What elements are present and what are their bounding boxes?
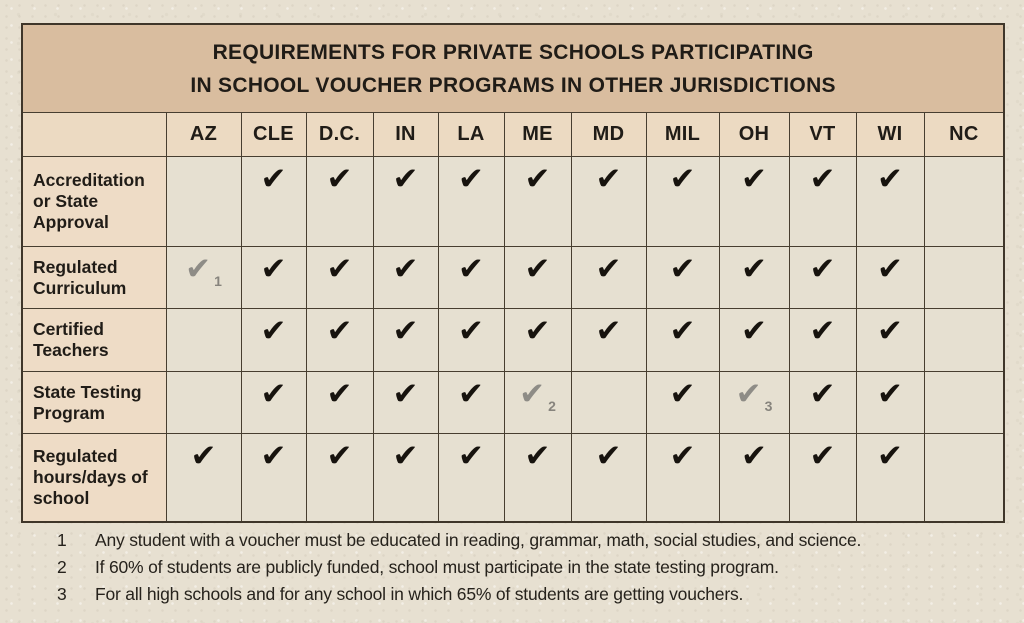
check-cell bbox=[789, 157, 856, 247]
row-label: Accreditation or State Approval bbox=[22, 157, 166, 247]
check-cell-content bbox=[741, 251, 767, 287]
table-title-line-1: REQUIREMENTS FOR PRIVATE SCHOOLS PARTICIPATING bbox=[212, 40, 814, 64]
check-icon: ✔ bbox=[326, 161, 353, 197]
check-cell-content bbox=[877, 161, 903, 197]
check-icon: ✔ bbox=[260, 161, 287, 197]
check-cell bbox=[373, 372, 438, 434]
check-cell bbox=[373, 157, 438, 247]
check-cell-content bbox=[669, 313, 696, 349]
check-cell bbox=[571, 309, 646, 372]
check-icon: ✔ bbox=[260, 438, 287, 474]
check-cell bbox=[504, 434, 571, 522]
check-icon: ✔ bbox=[809, 438, 836, 474]
check-cell-content bbox=[595, 438, 622, 474]
check-cell bbox=[719, 309, 789, 372]
column-header-oh: OH bbox=[719, 113, 789, 157]
empty-cell bbox=[166, 157, 241, 247]
footnote bbox=[57, 557, 987, 577]
check-cell bbox=[306, 157, 373, 247]
check-cell bbox=[571, 157, 646, 247]
column-header-dc: D.C. bbox=[306, 113, 373, 157]
check-icon: ✔ bbox=[326, 251, 353, 287]
check-cell bbox=[646, 309, 719, 372]
check-icon: ✔ bbox=[326, 313, 353, 349]
column-header-cle: CLE bbox=[241, 113, 306, 157]
check-icon: ✔ bbox=[669, 438, 696, 474]
footnote bbox=[57, 530, 987, 550]
empty-cell bbox=[924, 434, 1004, 522]
check-cell-content bbox=[735, 376, 773, 414]
check-cell-content bbox=[326, 251, 353, 287]
check-icon-gray: ✔ bbox=[185, 251, 212, 287]
check-icon: ✔ bbox=[595, 251, 622, 287]
check-cell-content bbox=[669, 251, 696, 287]
check-icon: ✔ bbox=[260, 313, 287, 349]
check-cell-content bbox=[524, 313, 551, 349]
check-cell-content bbox=[392, 251, 419, 287]
column-header-la: LA bbox=[438, 113, 504, 157]
check-cell-content bbox=[260, 251, 287, 287]
check-cell bbox=[856, 247, 924, 309]
check-cell bbox=[571, 247, 646, 309]
check-cell-content bbox=[260, 161, 287, 197]
check-cell-content bbox=[809, 161, 836, 197]
check-cell-content bbox=[392, 161, 419, 197]
check-cell bbox=[166, 434, 241, 522]
empty-cell bbox=[924, 372, 1004, 434]
check-icon: ✔ bbox=[669, 313, 696, 349]
check-cell-content bbox=[669, 161, 696, 197]
table-title-line-2: IN SCHOOL VOUCHER PROGRAMS IN OTHER JURISDICTIONS bbox=[190, 73, 836, 97]
check-cell-content bbox=[260, 313, 287, 349]
requirements-table-sheet bbox=[21, 23, 1003, 523]
check-cell bbox=[241, 372, 306, 434]
table-title-row bbox=[22, 24, 1004, 113]
column-header-wi: WI bbox=[856, 113, 924, 157]
check-cell-content bbox=[458, 438, 484, 474]
empty-cell bbox=[166, 309, 241, 372]
check-cell bbox=[789, 309, 856, 372]
check-cell-content bbox=[877, 313, 903, 349]
check-icon: ✔ bbox=[877, 376, 903, 412]
row-label: Regulated hours/days of school bbox=[22, 434, 166, 522]
check-cell bbox=[646, 157, 719, 247]
corner-cell bbox=[22, 113, 166, 157]
check-cell-content bbox=[392, 376, 419, 412]
check-icon: ✔ bbox=[458, 251, 484, 287]
check-cell-content bbox=[326, 376, 353, 412]
check-cell-content bbox=[458, 161, 484, 197]
check-icon: ✔ bbox=[595, 161, 622, 197]
check-cell bbox=[856, 434, 924, 522]
check-icon: ✔ bbox=[392, 251, 419, 287]
table-row bbox=[22, 247, 1004, 309]
check-cell-content bbox=[524, 161, 551, 197]
check-cell-content bbox=[595, 313, 622, 349]
check-cell-content bbox=[877, 376, 903, 412]
row-label: Certified Teachers bbox=[22, 309, 166, 372]
check-cell-content bbox=[809, 313, 836, 349]
check-cell bbox=[438, 157, 504, 247]
check-cell bbox=[373, 247, 438, 309]
check-icon-gray: ✔ bbox=[735, 376, 762, 412]
column-header-md: MD bbox=[571, 113, 646, 157]
check-cell bbox=[241, 247, 306, 309]
check-icon: ✔ bbox=[741, 161, 767, 197]
check-cell-content bbox=[877, 251, 903, 287]
check-cell bbox=[241, 157, 306, 247]
check-cell bbox=[719, 372, 789, 434]
column-header-row bbox=[22, 113, 1004, 157]
empty-cell bbox=[571, 372, 646, 434]
check-cell-content bbox=[809, 438, 836, 474]
check-icon: ✔ bbox=[392, 376, 419, 412]
check-cell-content bbox=[326, 161, 353, 197]
check-icon: ✔ bbox=[392, 313, 419, 349]
empty-cell bbox=[924, 157, 1004, 247]
check-cell bbox=[166, 247, 241, 309]
check-cell-content bbox=[809, 251, 836, 287]
table-row bbox=[22, 434, 1004, 522]
column-header-nc: NC bbox=[924, 113, 1004, 157]
footnote-text: Any student with a voucher must be educated in reading, grammar, math, social studies, and science. bbox=[95, 530, 862, 550]
check-icon: ✔ bbox=[877, 251, 903, 287]
check-icon-gray: ✔ bbox=[519, 376, 546, 412]
check-icon: ✔ bbox=[877, 313, 903, 349]
footnote-reference: 1 bbox=[214, 273, 222, 289]
check-cell-content bbox=[669, 438, 696, 474]
check-icon: ✔ bbox=[458, 313, 484, 349]
check-icon: ✔ bbox=[741, 251, 767, 287]
empty-cell bbox=[166, 372, 241, 434]
check-cell-content bbox=[595, 251, 622, 287]
check-cell-content bbox=[524, 438, 551, 474]
check-cell bbox=[373, 309, 438, 372]
check-cell-content bbox=[458, 251, 484, 287]
check-cell bbox=[438, 434, 504, 522]
table-title bbox=[22, 24, 1004, 113]
check-icon: ✔ bbox=[877, 438, 903, 474]
check-cell-content bbox=[458, 376, 484, 412]
check-cell bbox=[719, 247, 789, 309]
check-icon: ✔ bbox=[458, 438, 484, 474]
table-row bbox=[22, 309, 1004, 372]
check-icon: ✔ bbox=[524, 438, 551, 474]
check-icon: ✔ bbox=[595, 438, 622, 474]
check-cell bbox=[438, 372, 504, 434]
check-cell bbox=[789, 434, 856, 522]
check-icon: ✔ bbox=[326, 438, 353, 474]
column-header-in: IN bbox=[373, 113, 438, 157]
check-icon: ✔ bbox=[524, 161, 551, 197]
check-cell-content bbox=[519, 376, 556, 414]
footnotes bbox=[57, 530, 987, 611]
check-cell bbox=[856, 309, 924, 372]
check-icon: ✔ bbox=[809, 251, 836, 287]
table-row bbox=[22, 372, 1004, 434]
row-label: State Testing Program bbox=[22, 372, 166, 434]
empty-cell bbox=[924, 309, 1004, 372]
check-cell bbox=[646, 372, 719, 434]
check-cell-content bbox=[741, 313, 767, 349]
check-icon: ✔ bbox=[809, 313, 836, 349]
check-icon: ✔ bbox=[392, 438, 419, 474]
check-cell-content bbox=[458, 313, 484, 349]
check-icon: ✔ bbox=[260, 251, 287, 287]
check-cell-content bbox=[190, 438, 217, 474]
column-header-az: AZ bbox=[166, 113, 241, 157]
row-label: Regulated Curriculum bbox=[22, 247, 166, 309]
check-cell bbox=[504, 157, 571, 247]
check-cell bbox=[719, 434, 789, 522]
empty-cell bbox=[924, 247, 1004, 309]
check-cell bbox=[241, 434, 306, 522]
voucher-requirements-table bbox=[21, 23, 1005, 523]
check-cell-content bbox=[669, 376, 696, 412]
footnote-reference: 3 bbox=[764, 398, 773, 414]
check-cell bbox=[241, 309, 306, 372]
check-cell-content bbox=[877, 438, 903, 474]
check-cell-content bbox=[392, 438, 419, 474]
check-cell bbox=[438, 247, 504, 309]
footnote-number: 2 bbox=[57, 557, 67, 578]
check-cell bbox=[438, 309, 504, 372]
check-cell-content bbox=[741, 161, 767, 197]
footnote bbox=[57, 584, 987, 604]
check-cell bbox=[306, 309, 373, 372]
check-icon: ✔ bbox=[595, 313, 622, 349]
column-header-me: ME bbox=[504, 113, 571, 157]
check-cell bbox=[856, 157, 924, 247]
check-icon: ✔ bbox=[524, 251, 551, 287]
check-cell bbox=[646, 247, 719, 309]
footnote-number: 3 bbox=[57, 584, 67, 605]
check-cell-content bbox=[741, 438, 767, 474]
footnote-reference: 2 bbox=[548, 398, 556, 414]
check-cell-content bbox=[260, 438, 287, 474]
check-icon: ✔ bbox=[669, 161, 696, 197]
footnote-number: 1 bbox=[57, 530, 67, 550]
check-cell-content bbox=[595, 161, 622, 197]
check-cell-content bbox=[392, 313, 419, 349]
footnote-text: If 60% of students are publicly funded, school must participate in the state testing program. bbox=[95, 557, 779, 578]
check-cell-content bbox=[326, 313, 353, 349]
check-icon: ✔ bbox=[190, 438, 217, 474]
column-header-mil: MIL bbox=[646, 113, 719, 157]
check-icon: ✔ bbox=[741, 313, 767, 349]
check-cell bbox=[306, 372, 373, 434]
check-cell bbox=[306, 434, 373, 522]
check-cell bbox=[504, 247, 571, 309]
check-cell-content bbox=[326, 438, 353, 474]
check-cell bbox=[789, 372, 856, 434]
check-icon: ✔ bbox=[877, 161, 903, 197]
check-icon: ✔ bbox=[669, 251, 696, 287]
check-cell bbox=[504, 309, 571, 372]
table-row bbox=[22, 157, 1004, 247]
check-icon: ✔ bbox=[458, 161, 484, 197]
check-cell-content bbox=[260, 376, 287, 412]
check-cell bbox=[504, 372, 571, 434]
check-icon: ✔ bbox=[809, 161, 836, 197]
check-cell-content bbox=[809, 376, 836, 412]
column-header-vt: VT bbox=[789, 113, 856, 157]
check-cell-content bbox=[185, 251, 222, 289]
check-cell bbox=[789, 247, 856, 309]
check-cell-content bbox=[524, 251, 551, 287]
check-icon: ✔ bbox=[392, 161, 419, 197]
check-icon: ✔ bbox=[524, 313, 551, 349]
check-cell bbox=[373, 434, 438, 522]
check-icon: ✔ bbox=[809, 376, 836, 412]
check-icon: ✔ bbox=[669, 376, 696, 412]
check-icon: ✔ bbox=[326, 376, 353, 412]
check-cell bbox=[646, 434, 719, 522]
footnote-text: For all high schools and for any school in which 65% of students are getting vouchers. bbox=[95, 584, 744, 605]
check-cell bbox=[856, 372, 924, 434]
check-cell bbox=[306, 247, 373, 309]
check-icon: ✔ bbox=[741, 438, 767, 474]
check-icon: ✔ bbox=[458, 376, 484, 412]
check-cell bbox=[719, 157, 789, 247]
check-cell bbox=[571, 434, 646, 522]
check-icon: ✔ bbox=[260, 376, 287, 412]
